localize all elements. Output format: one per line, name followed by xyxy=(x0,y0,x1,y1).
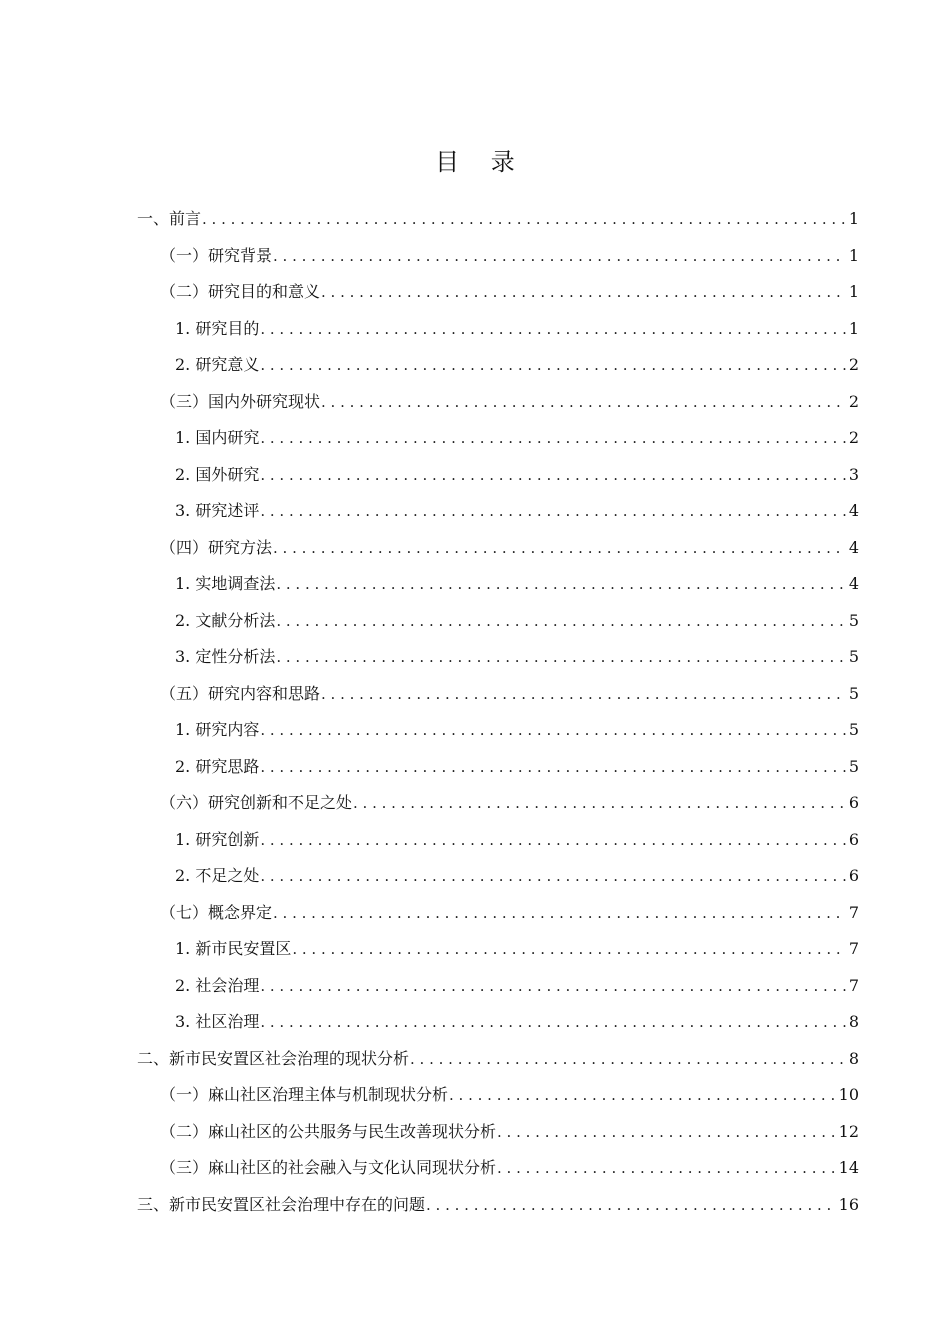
toc-entry-page-number: 12 xyxy=(838,1121,859,1141)
toc-entry[interactable] xyxy=(0,822,950,859)
toc-entry[interactable] xyxy=(0,457,950,494)
toc-entry-page-number: 6 xyxy=(848,829,859,849)
dot-leader xyxy=(273,530,846,567)
dot-leader xyxy=(202,201,846,238)
dot-leader xyxy=(260,420,845,457)
toc-entry-text: 二、新市民安置区社会治理的现状分析 xyxy=(137,1048,410,1068)
toc-title: 目 录 xyxy=(435,148,527,177)
toc-entry-text: 2. 文献分析法 xyxy=(175,610,276,630)
toc-entry-text: （一）研究背景 xyxy=(160,245,273,265)
toc-entry[interactable] xyxy=(0,749,950,786)
toc-entry[interactable] xyxy=(0,530,950,567)
toc-entry-text: （三）国内外研究现状 xyxy=(160,391,321,411)
dot-leader xyxy=(260,1004,845,1041)
toc-entry-text: 1. 研究创新 xyxy=(175,829,260,849)
toc-entry-text: 1. 研究目的 xyxy=(175,318,260,338)
toc-entry[interactable] xyxy=(0,712,950,749)
toc-entry-page-number: 4 xyxy=(848,574,859,593)
toc-entry-text: 2. 国外研究 xyxy=(175,464,260,484)
toc-entry-text: 2. 研究思路 xyxy=(175,756,260,776)
dot-leader xyxy=(260,457,845,494)
toc-entry-text: 3. 研究述评 xyxy=(175,501,260,520)
toc-entry-page-number: 14 xyxy=(838,1158,859,1177)
dot-leader xyxy=(321,274,846,311)
toc-entry-text: 1. 新市民安置区 xyxy=(175,939,292,958)
toc-entry-page-number: 10 xyxy=(838,1085,859,1104)
toc-entry[interactable] xyxy=(0,931,950,968)
dot-leader xyxy=(292,931,845,968)
toc-entry-page-number: 5 xyxy=(848,647,859,666)
dot-leader xyxy=(276,603,845,640)
toc-entry[interactable] xyxy=(0,1077,950,1114)
toc-entry-page-number: 6 xyxy=(848,793,859,812)
toc-entry-page-number: 6 xyxy=(848,866,859,885)
toc-entry[interactable] xyxy=(0,493,950,530)
toc-entry-page-number: 8 xyxy=(848,1048,859,1068)
toc-entry-page-number: 5 xyxy=(848,756,859,776)
toc-entry[interactable] xyxy=(0,1150,950,1187)
dot-leader xyxy=(260,347,845,384)
toc-entry-page-number: 7 xyxy=(848,975,859,995)
toc-entry-text: （一）麻山社区治理主体与机制现状分析 xyxy=(160,1085,449,1104)
toc-entry-page-number: 1 xyxy=(848,282,859,301)
toc-entry-page-number: 4 xyxy=(848,501,859,520)
toc-entry[interactable] xyxy=(0,785,950,822)
dot-leader xyxy=(273,895,846,932)
toc-entry-page-number: 3 xyxy=(848,464,859,484)
toc-entry-page-number: 7 xyxy=(848,902,859,922)
dot-leader xyxy=(276,639,845,676)
dot-leader xyxy=(260,968,845,1005)
toc-entry-page-number: 2 xyxy=(848,355,859,374)
dot-leader xyxy=(497,1114,836,1151)
toc-entry-page-number: 1 xyxy=(848,209,859,228)
toc-entry[interactable] xyxy=(0,311,950,348)
toc-entry[interactable] xyxy=(0,639,950,676)
dot-leader xyxy=(353,785,846,822)
toc-entry-page-number: 5 xyxy=(848,683,859,703)
toc-entry-text: （七）概念界定 xyxy=(160,902,273,922)
toc-entry-text: 3. 定性分析法 xyxy=(175,647,276,666)
toc-entry-page-number: 2 xyxy=(848,391,859,411)
dot-leader xyxy=(260,311,845,348)
toc-entry-text: 3. 社区治理 xyxy=(175,1012,260,1031)
dot-leader xyxy=(449,1077,836,1114)
toc-entry-text: 2. 社会治理 xyxy=(175,975,260,995)
toc-entry[interactable] xyxy=(0,347,950,384)
toc-entry[interactable] xyxy=(0,201,950,238)
toc-entry-text: （三）麻山社区的社会融入与文化认同现状分析 xyxy=(160,1158,497,1177)
toc-entry-page-number: 1 xyxy=(848,245,859,265)
toc-entry-text: 2. 不足之处 xyxy=(175,866,260,885)
toc-entry[interactable] xyxy=(0,384,950,421)
toc-entry[interactable] xyxy=(0,274,950,311)
toc-entry[interactable] xyxy=(0,1114,950,1151)
toc-entry-text: 1. 国内研究 xyxy=(175,428,260,447)
toc-entry[interactable] xyxy=(0,1187,950,1224)
toc-entry-text: 1. 实地调查法 xyxy=(175,574,276,593)
toc-entry[interactable] xyxy=(0,1004,950,1041)
toc-entry-page-number: 7 xyxy=(848,939,859,958)
toc-entry-text: （五）研究内容和思路 xyxy=(160,683,321,703)
dot-leader xyxy=(410,1041,846,1078)
dot-leader xyxy=(260,858,845,895)
toc-entry-text: （二）麻山社区的公共服务与民生改善现状分析 xyxy=(160,1121,497,1141)
toc-entry-page-number: 1 xyxy=(848,318,859,338)
toc-entry[interactable] xyxy=(0,676,950,713)
toc-entry-page-number: 8 xyxy=(848,1012,859,1031)
toc-entry-text: 三、新市民安置区社会治理中存在的问题 xyxy=(137,1194,426,1214)
toc-entry-page-number: 4 xyxy=(848,537,859,557)
toc-entry-text: （二）研究目的和意义 xyxy=(160,282,321,301)
toc-entry[interactable] xyxy=(0,858,950,895)
toc-entry[interactable] xyxy=(0,968,950,1005)
dot-leader xyxy=(321,384,846,421)
toc-entry-text: 一、前言 xyxy=(137,209,202,228)
dot-leader xyxy=(497,1150,836,1187)
dot-leader xyxy=(260,712,845,749)
toc-entry[interactable] xyxy=(0,238,950,275)
dot-leader xyxy=(276,566,845,603)
toc-entry[interactable] xyxy=(0,1041,950,1078)
toc-entry-text: 1. 研究内容 xyxy=(175,720,260,739)
toc-entry-text: 2. 研究意义 xyxy=(175,355,260,374)
toc-entry-page-number: 5 xyxy=(848,720,859,739)
dot-leader xyxy=(426,1187,836,1224)
toc-entry-text: （四）研究方法 xyxy=(160,537,273,557)
toc-entry[interactable] xyxy=(0,895,950,932)
toc-entry[interactable] xyxy=(0,566,950,603)
dot-leader xyxy=(273,238,846,275)
dot-leader xyxy=(260,493,845,530)
toc-entry[interactable] xyxy=(0,603,950,640)
dot-leader xyxy=(260,822,845,859)
toc-entry-page-number: 16 xyxy=(838,1194,859,1214)
toc-entry-page-number: 5 xyxy=(848,610,859,630)
toc-entry-text: （六）研究创新和不足之处 xyxy=(160,793,353,812)
toc-entry-page-number: 2 xyxy=(848,428,859,447)
dot-leader xyxy=(260,749,845,786)
toc-entry[interactable] xyxy=(0,420,950,457)
table-of-contents xyxy=(0,201,950,1223)
dot-leader xyxy=(321,676,846,713)
